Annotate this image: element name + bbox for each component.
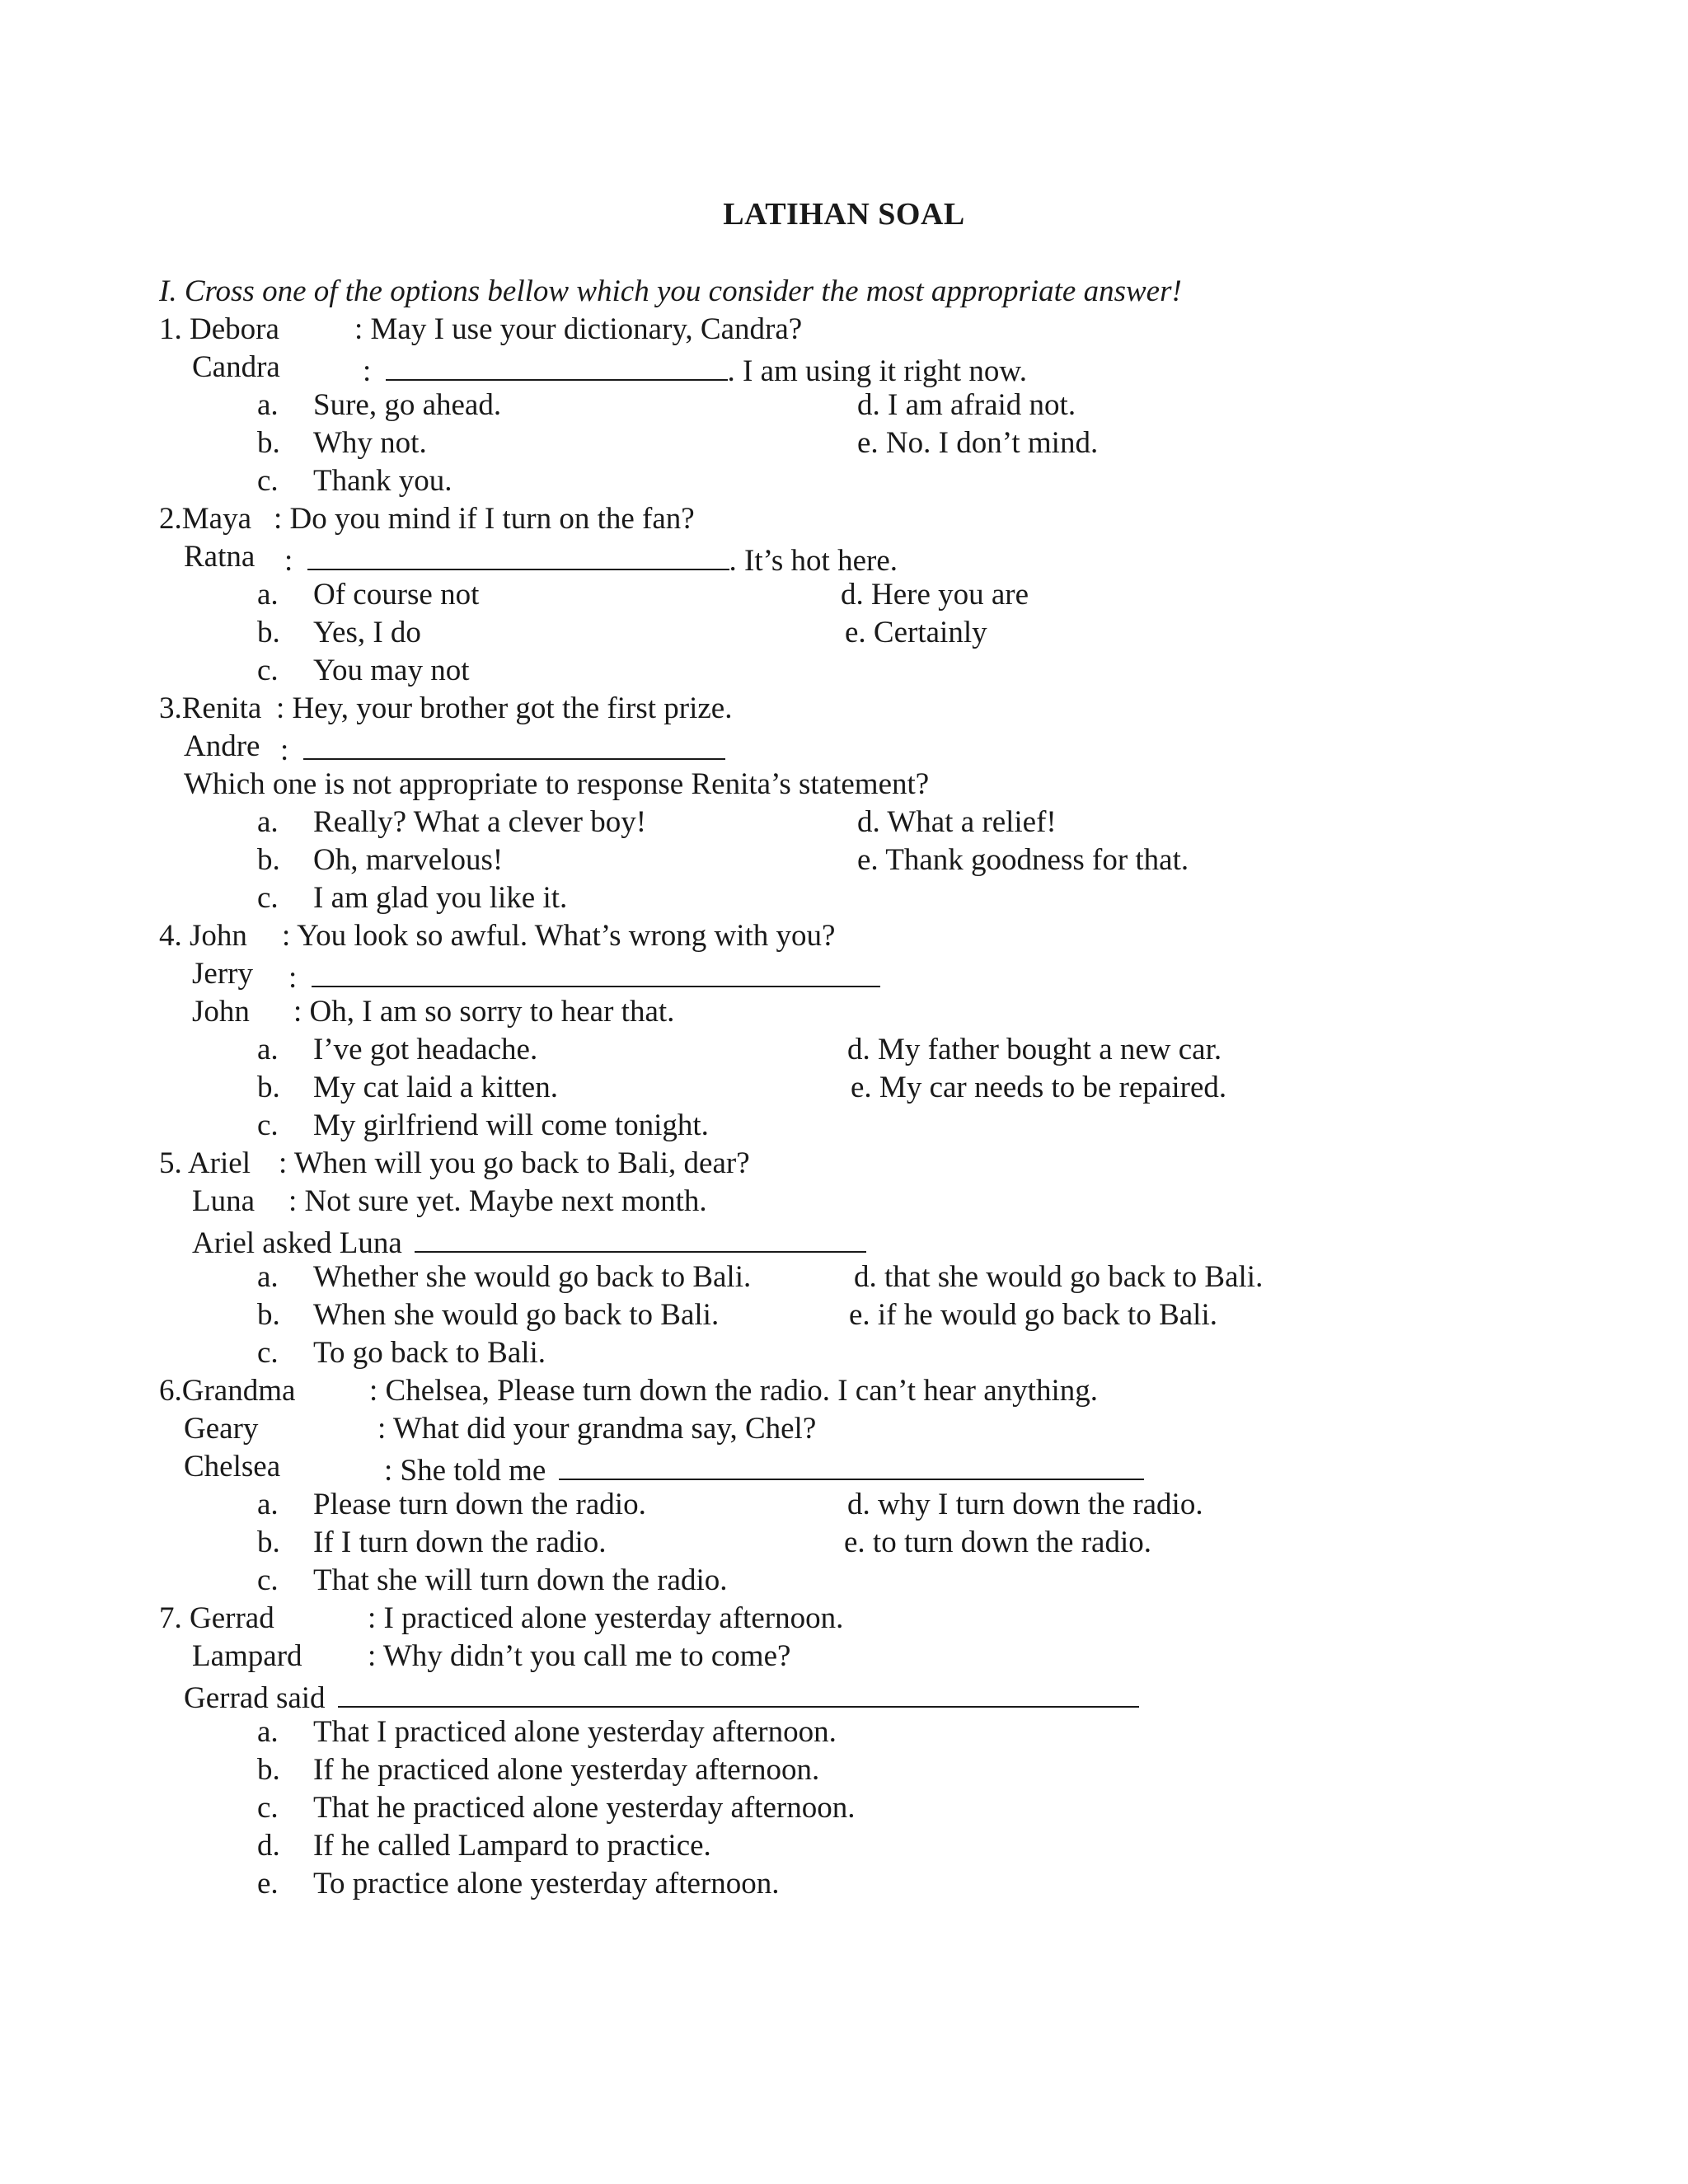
option-text: Really? What a clever boy! [313, 805, 647, 839]
q3-line1-text: : Hey, your brother got the first prize. [276, 691, 733, 725]
q6-line2-text: : What did your grandma say, Chel? [377, 1412, 817, 1446]
q2-option-e[interactable]: e. Certainly [845, 616, 987, 649]
option-text: My girlfriend will come tonight. [313, 1108, 709, 1142]
answer-blank[interactable] [386, 349, 728, 381]
page-title: LATIHAN SOAL [723, 197, 965, 232]
q7-option-c[interactable] [257, 1790, 855, 1826]
q5-option-a[interactable] [257, 1259, 751, 1296]
option-text: That she will turn down the radio. [313, 1563, 728, 1597]
line-lead: : She told me [384, 1454, 546, 1488]
q5-option-e[interactable]: e. if he would go back to Bali. [849, 1298, 1217, 1332]
answer-blank[interactable] [559, 1449, 1144, 1480]
option-letter: c. [257, 1563, 279, 1597]
q7-line1-text: : I practiced alone yesterday afternoon. [368, 1601, 844, 1635]
line-tail: . I am using it right now. [727, 354, 1027, 388]
q3-line2 [280, 729, 725, 769]
option-letter: b. [257, 1753, 280, 1787]
q5-line3 [192, 1221, 866, 1262]
option-letter: c. [257, 1336, 279, 1370]
q5-line2-label: Luna [192, 1184, 256, 1218]
q6-line2-label: Geary [184, 1412, 259, 1446]
option-text: Thank you. [313, 464, 452, 498]
q6-option-d[interactable]: d. why I turn down the radio. [847, 1488, 1203, 1521]
option-text: Please turn down the radio. [313, 1488, 646, 1521]
q3-option-b[interactable] [257, 842, 503, 879]
q7-option-e[interactable] [257, 1866, 780, 1902]
q6-line3-label: Chelsea [184, 1450, 281, 1483]
option-text: Oh, marvelous! [313, 843, 504, 877]
option-text: If I turn down the radio. [313, 1526, 607, 1559]
option-letter: b. [257, 616, 280, 649]
q3-option-c[interactable] [257, 880, 567, 916]
colon: : [280, 733, 289, 767]
option-letter: b. [257, 1526, 280, 1559]
option-letter: e. [257, 1867, 279, 1900]
option-letter: c. [257, 881, 279, 915]
q7-option-a[interactable] [257, 1714, 837, 1750]
q1-option-d[interactable]: d. I am afraid not. [857, 388, 1076, 422]
option-text: I’ve got headache. [313, 1033, 538, 1066]
instruction: I. Cross one of the options bellow which you consider the most appropriate answer! [159, 274, 1182, 308]
line-lead: Gerrad said [184, 1681, 326, 1715]
q3-question: Which one is not appropriate to response Renita’s statement? [184, 767, 930, 801]
q1-option-e[interactable]: e. No. I don’t mind. [857, 426, 1099, 460]
option-text: My cat laid a kitten. [313, 1071, 558, 1104]
option-text: I am glad you like it. [313, 881, 568, 915]
q6-line1-text: : Chelsea, Please turn down the radio. I can’t hear anything. [369, 1374, 1098, 1408]
option-letter: b. [257, 1071, 280, 1104]
q4-line1-label: 4. John [159, 919, 247, 953]
option-letter: a. [257, 1260, 279, 1294]
q2-line2-label: Ratna [184, 540, 256, 574]
option-letter: c. [257, 654, 279, 687]
answer-blank[interactable] [307, 539, 729, 570]
option-letter: b. [257, 426, 280, 460]
option-letter: a. [257, 388, 279, 422]
option-letter: a. [257, 578, 279, 612]
option-text: You may not [313, 654, 470, 687]
option-text: If he practiced alone yesterday afternoon. [313, 1753, 820, 1787]
q4-option-a[interactable] [257, 1032, 537, 1068]
option-text: That I practiced alone yesterday afternoon. [313, 1715, 837, 1749]
q4-line3-label: John [192, 995, 250, 1029]
q7-line2-label: Lampard [192, 1639, 302, 1673]
option-text: When she would go back to Bali. [313, 1298, 720, 1332]
option-text: That he practiced alone yesterday afternoon. [313, 1791, 856, 1825]
colon: : [363, 354, 372, 388]
option-text: Yes, I do [313, 616, 421, 649]
q1-option-c[interactable] [257, 463, 452, 499]
q1-option-b[interactable] [257, 425, 427, 462]
option-text: Sure, go ahead. [313, 388, 502, 422]
option-letter: d. [257, 1829, 280, 1863]
q4-line2-label: Jerry [192, 957, 253, 991]
q7-line2-text: : Why didn’t you call me to come? [368, 1639, 791, 1673]
speaker-label: 1. Debora [159, 312, 279, 346]
option-text: Why not. [313, 426, 427, 460]
q7-line3 [184, 1676, 1139, 1717]
q6-option-e[interactable]: e. to turn down the radio. [844, 1526, 1151, 1559]
line-tail: . It’s hot here. [729, 544, 898, 578]
q1-line2-label: Candra [192, 350, 280, 384]
answer-blank[interactable] [338, 1676, 1139, 1708]
q2-option-a[interactable] [257, 577, 479, 613]
q6-option-c[interactable] [257, 1563, 727, 1599]
q5-option-b[interactable] [257, 1297, 719, 1333]
answer-blank[interactable] [312, 956, 880, 987]
option-letter: c. [257, 1791, 279, 1825]
option-letter: a. [257, 805, 279, 839]
q2-line1-label: 2.Maya [159, 502, 251, 536]
q5-line2-text: : Not sure yet. Maybe next month. [288, 1184, 707, 1218]
option-letter: a. [257, 1033, 279, 1066]
option-letter: b. [257, 1298, 280, 1332]
option-text: Whether she would go back to Bali. [313, 1260, 752, 1294]
q7-line1-label: 7. Gerrad [159, 1601, 274, 1635]
q3-line2-label: Andre [184, 729, 260, 763]
option-letter: c. [257, 464, 279, 498]
answer-blank[interactable] [415, 1221, 866, 1253]
q6-line3 [384, 1449, 1144, 1489]
q3-line1-label: 3.Renita [159, 691, 262, 725]
q4-option-e[interactable]: e. My car needs to be repaired. [851, 1071, 1227, 1104]
q4-line2 [288, 956, 880, 996]
q3-option-a[interactable] [257, 804, 646, 841]
option-text: To practice alone yesterday afternoon. [313, 1867, 780, 1900]
q2-line1-text: : Do you mind if I turn on the fan? [274, 502, 695, 536]
q3-option-e[interactable]: e. Thank goodness for that. [857, 843, 1189, 877]
q4-option-d[interactable]: d. My father bought a new car. [847, 1033, 1222, 1066]
colon: : [288, 961, 298, 995]
option-letter: a. [257, 1715, 279, 1749]
q4-line3-text: : Oh, I am so sorry to hear that. [293, 995, 675, 1029]
q1-line1-text: : May I use your dictionary, Candra? [354, 312, 803, 346]
option-text: To go back to Bali. [313, 1336, 546, 1370]
q6-line1-label: 6.Grandma [159, 1374, 296, 1408]
q5-option-d[interactable]: d. that she would go back to Bali. [854, 1260, 1264, 1294]
option-text: If he called Lampard to practice. [313, 1829, 711, 1863]
q2-option-c[interactable] [257, 653, 470, 689]
q5-option-c[interactable] [257, 1335, 546, 1371]
q4-line1-text: : You look so awful. What’s wrong with you? [282, 919, 836, 953]
q6-option-a[interactable] [257, 1487, 646, 1523]
option-text: Of course not [313, 578, 480, 612]
q2-line2 [284, 539, 898, 579]
colon: : [284, 544, 293, 578]
q4-option-b[interactable] [257, 1070, 558, 1106]
q5-line1-label: 5. Ariel [159, 1146, 251, 1180]
q2-option-b[interactable] [257, 615, 421, 651]
option-letter: c. [257, 1108, 279, 1142]
q4-option-c[interactable] [257, 1108, 709, 1144]
line-lead: Ariel asked Luna [192, 1226, 402, 1260]
q3-option-d[interactable]: d. What a relief! [857, 805, 1057, 839]
q1-line1 [159, 312, 279, 348]
q1-line2 [363, 349, 1027, 390]
q1-option-a[interactable] [257, 387, 501, 424]
q2-option-d[interactable]: d. Here you are [841, 578, 1029, 612]
option-letter: a. [257, 1488, 279, 1521]
option-letter: b. [257, 843, 280, 877]
q7-option-d[interactable] [257, 1828, 711, 1864]
answer-blank[interactable] [303, 729, 725, 760]
q6-option-b[interactable] [257, 1525, 607, 1561]
q5-line1-text: : When will you go back to Bali, dear? [279, 1146, 750, 1180]
q7-option-b[interactable] [257, 1752, 819, 1788]
